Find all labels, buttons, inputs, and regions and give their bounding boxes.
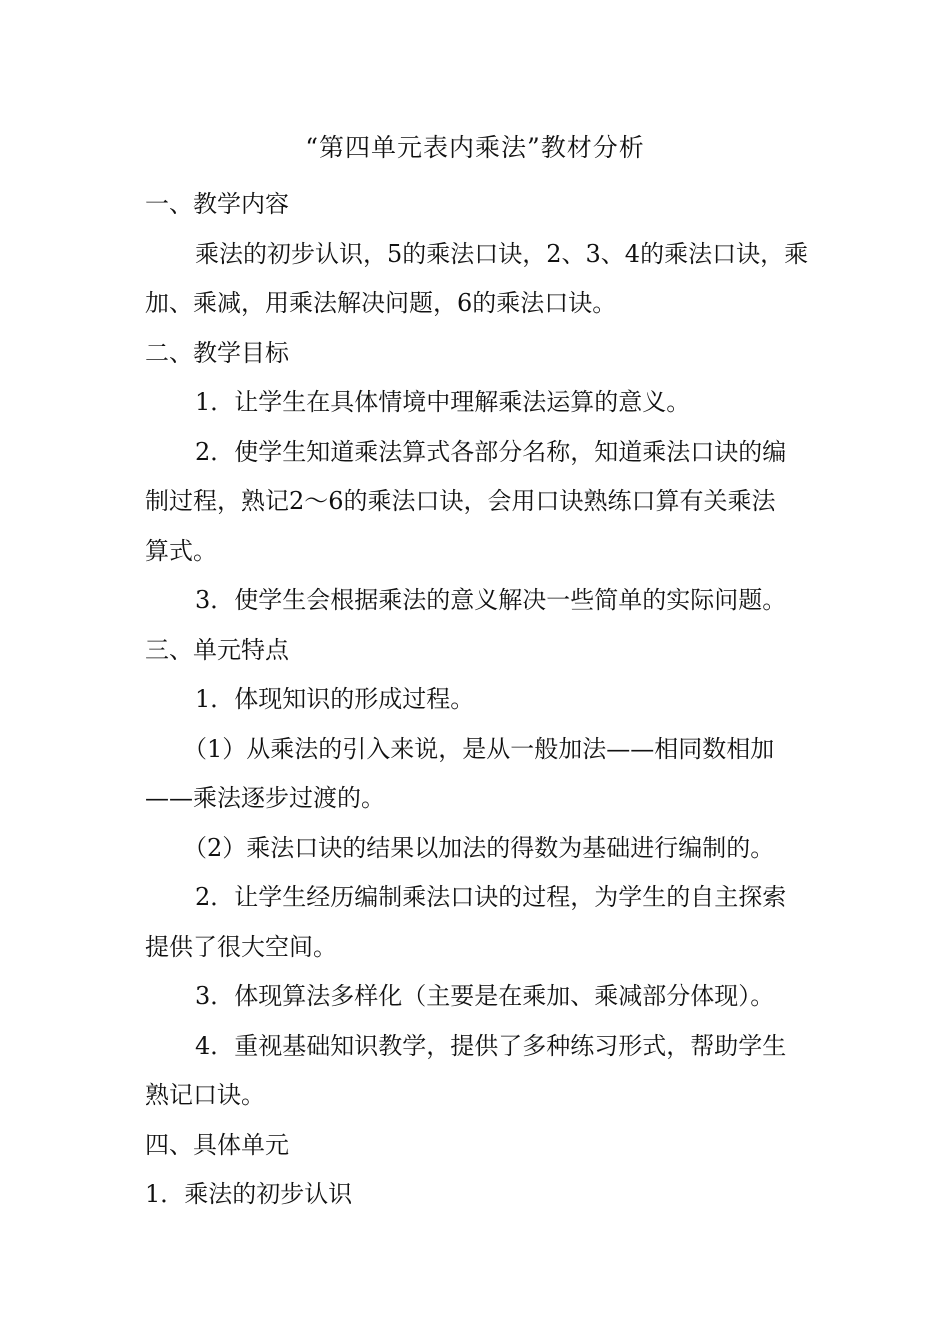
feature-3: 3．体现算法多样化（主要是在乘加、乘减部分体现）。 xyxy=(195,982,775,1010)
unit-1: 1．乘法的初步认识 xyxy=(145,1180,353,1208)
feature-2-line-2: 提供了很大空间。 xyxy=(145,932,337,961)
content-line-1: 乘法的初步认识，5的乘法口诀，2、3、4的乘法口诀，乘 xyxy=(195,239,809,268)
goal-1: 1．让学生在具体情境中理解乘法运算的意义。 xyxy=(195,388,691,416)
feature-4-line-2: 熟记口诀。 xyxy=(145,1081,265,1109)
feature-4-line-1: 4．重视基础知识教学，提供了多种练习形式，帮助学生 xyxy=(195,1031,787,1060)
section-heading-units: 四、具体单元 xyxy=(145,1130,289,1159)
feature-1-sub-1-line-1: （1）从乘法的引入来说，是从一般加法——相同数相加 xyxy=(183,734,775,763)
goal-2-line-1: 2．使学生知道乘法算式各部分名称，知道乘法口诀的编 xyxy=(195,437,787,466)
goal-2-line-3: 算式。 xyxy=(145,536,217,565)
content-line-2: 加、乘减，用乘法解决问题，6的乘法口诀。 xyxy=(145,289,617,317)
feature-1-sub-2: （2）乘法口诀的结果以加法的得数为基础进行编制的。 xyxy=(183,833,775,862)
section-heading-goals: 二、教学目标 xyxy=(145,338,289,367)
feature-1-sub-1-line-2: ——乘法逐步过渡的。 xyxy=(145,784,385,812)
goal-3: 3．使学生会根据乘法的意义解决一些简单的实际问题。 xyxy=(195,586,787,614)
section-heading-content: 一、教学内容 xyxy=(145,190,289,218)
feature-1: 1．体现知识的形成过程。 xyxy=(195,685,475,713)
section-heading-features: 三、单元特点 xyxy=(145,635,289,664)
document-body xyxy=(145,180,810,1220)
feature-2-line-1: 2．让学生经历编制乘法口诀的过程，为学生的自主探索 xyxy=(195,883,787,911)
document-title: “第四单元表内乘法”教材分析 xyxy=(305,133,645,162)
goal-2-line-2: 制过程，熟记2～6的乘法口诀，会用口诀熟练口算有关乘法 xyxy=(145,487,776,515)
